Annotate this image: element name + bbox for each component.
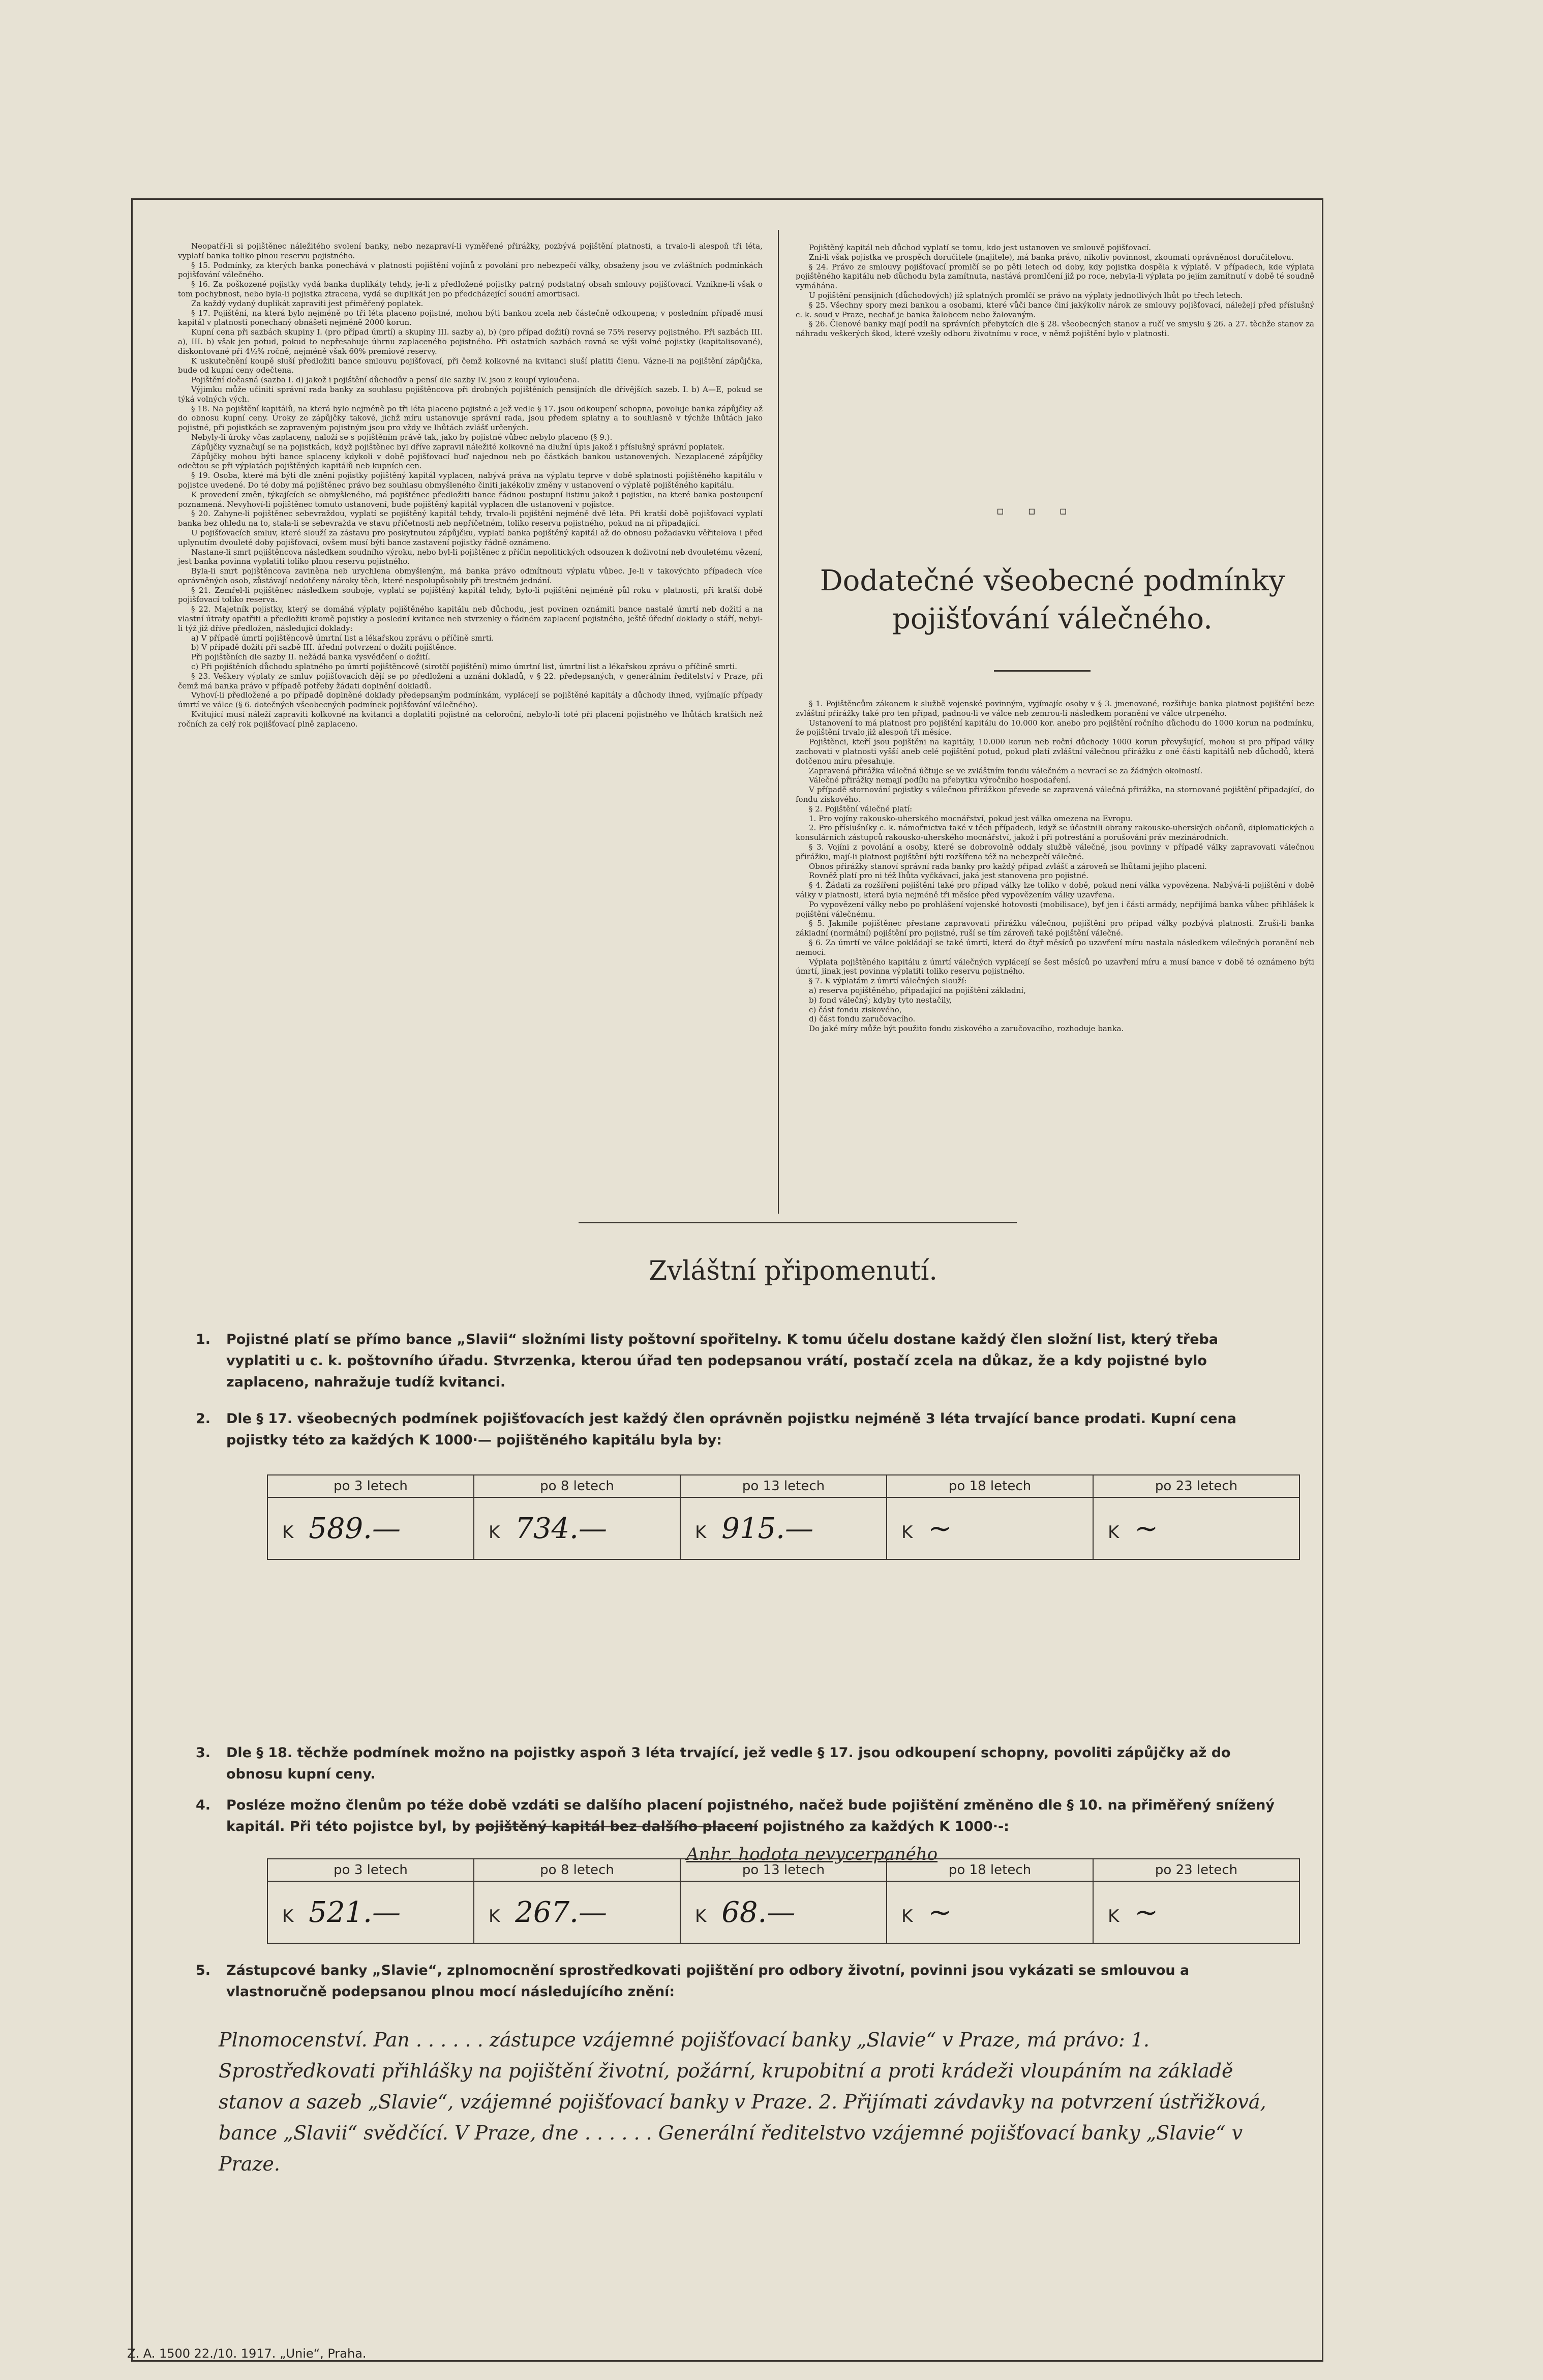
special-notes-title: Zvláštní připomenutí. bbox=[649, 1256, 937, 1286]
left-column-paragraph: § 23. Veškery výplaty ze smluv pojišťovacích dějí se po předložení a uznání dokladů, v § 22. předepsaných, v generálním ředitelství v Praze, při čemž má banka právo v případě potřeby žádati doplnění dokladů. bbox=[178, 671, 763, 690]
left-column-paragraph: Zápůjčky mohou býti bance splaceny kdykoli v době pojišťovací buď najednou neb po částkách bankou ustanovených. Nezaplacené zápůjčky odečtou se při výplatách pojištěných kapitálů neb kupních cen. bbox=[178, 451, 763, 471]
note-3 bbox=[196, 1742, 1276, 1785]
left-column-paragraph: Při pojištěních dle sazby II. nežádá banka vysvědčení o dožití. bbox=[191, 652, 431, 662]
supplementary-paragraph: Rovněž platí pro ni též lhůta vyčkávací, jaká jest stanovena pro pojistné. bbox=[809, 871, 1088, 881]
section-divider bbox=[579, 1222, 1017, 1223]
t2-header-3y: po 3 letech bbox=[267, 1859, 474, 1881]
note-2-number: 2. bbox=[196, 1411, 211, 1427]
left-column-paragraph: b) V případě dožití při sazbě III. úřední potvrzení o dožití pojištěnce. bbox=[191, 643, 457, 652]
t1-header-23y: po 23 letech bbox=[1093, 1475, 1299, 1497]
supplementary-paragraph: § 3. Vojíni z povolání a osoby, které se dobrovolně oddaly službě válečné, jsou povinny v případě války zapravovati válečnou přirážku, mají-li platnost pojištění býti rozšířena též na nebezpečí válečné. bbox=[796, 842, 1314, 861]
right-column-paragraph: U pojištění pensijních (důchodových) jíž splatných promlčí se právo na výplaty jednotlivých lhůt po třech letech. bbox=[809, 290, 1243, 300]
note-5-number: 5. bbox=[196, 1963, 211, 1978]
handwritten-insertion: Anhr. hodota nevycerpaného bbox=[686, 1844, 938, 1864]
left-column-paragraph: Byla-li smrt pojištěncova zaviněna neb urychlena obmyšleným, má banka právo odmítnouti výplatu vůbec. Je-li v takovýchto případech více oprávněných osob, zůstávají nedotčeny nároky těch, které nespolupůsobily při trestném jednání. bbox=[178, 566, 763, 585]
left-column-paragraph: Kvitující musí náleží zapraviti kolkovné na kvitanci a doplatiti pojistné na celoroční, nebylo-li toté při placení pojistného ve lhůtách kratších než ročních za celý rok pojišťovací plně zaplaceno. bbox=[178, 710, 763, 729]
supplementary-paragraph: 1. Pro vojíny rakousko-uherského mocnářství, pokud jest válka omezena na Evropu. bbox=[809, 814, 1133, 823]
right-column-text bbox=[796, 243, 1314, 339]
left-column-paragraph: Nastane-li smrt pojištěncova následkem soudního výroku, nebo byl-li pojištěnec z příčin nepolitických odsouzen k doživotní neb dvouletému vězení, jest banka povinna vyplatiti toliko plnou reservu pojistného. bbox=[178, 547, 763, 566]
supplementary-paragraph: Do jaké míry může být použito fondu ziskového a zaručovacího, rozhoduje banka. bbox=[809, 1024, 1124, 1034]
supplementary-paragraph: Po vypovězení války nebo po prohlášení vojenské hotovosti (mobilisace), byť jen i části armády, nepřijímá banka vůbec přihlášek k pojištění válečnému. bbox=[796, 899, 1314, 919]
t1-header-3y: po 3 letech bbox=[267, 1475, 474, 1497]
left-column-paragraph: K provedení změn, týkajících se obmyšleného, má pojištěnec předložiti bance řádnou postupní listinu jakož i pojistku, na které banka postoupení poznamená. Nevyhoví-li pojištěnec tomuto ustanovení, bude pojištěný kapitál vyplacen dle ustanovení v pojistce. bbox=[178, 490, 763, 509]
left-column-paragraph: § 21. Zemřel-li pojištěnec následkem souboje, vyplatí se pojištěný kapitál tehdy, bylo-li pojištění nejméně půl roku v platnosti, při kratší době pojišťovací toliko reserva. bbox=[178, 585, 763, 605]
supplementary-paragraph: Výplata pojištěného kapitálu z úmrtí válečných vyplácejí se šest měsíců po uzavření míru a musí bance v době té oznámeno býti úmrtí, jinak jest povinna výplatiti toliko reservu pojistného. bbox=[796, 957, 1314, 976]
ornament: ▫ ▫ ▫ bbox=[996, 505, 1077, 518]
note-2-text: Dle § 17. všeobecných podmínek pojišťovacích jest každý člen oprávněn pojistku nejméně 3 léta trvající bance prodati. Kupní cena pojistky této za každých K 1000·— pojištěného kapitálu byla by: bbox=[226, 1411, 1237, 1448]
left-column-paragraph: U pojišťovacích smluv, které slouží za zástavu pro poskytnutou zápůjčku, vyplatí banka pojištěný kapitál až do obnosu požadavku věřitelova i před uplynutím dvouleté doby pojišťovací, ovšem musí býti bance zastavení pojistky řádně oznámeno. bbox=[178, 528, 763, 547]
t2-cell-3y: K 521.— bbox=[267, 1881, 474, 1943]
note-1-text: Pojistné platí se přímo bance „Slavii“ složními listy poštovní spořitelny. K tomu účelu dostane každý člen složní list, který třeba vyplatiti u c. k. poštovního úřadu. Stvrzenka, kterou úřad ten podepsanou vrátí, postačí zcela na důkaz, že a kdy pojistné bylo zaplaceno, nahražuje tudíž kvitanci. bbox=[226, 1332, 1219, 1390]
left-column-paragraph: a) V případě úmrtí pojištěncově úmrtní list a lékařskou zprávu o příčině smrti. bbox=[191, 633, 494, 643]
left-column-paragraph: § 17. Pojištění, na která bylo nejméně po tři léta placeno pojistné, mohou býti bankou zcela neb částečně odkoupena; v posledním případě musí kapitál v platnosti ponechaný obnášeti nejméně 2000 korun. bbox=[178, 308, 763, 327]
t2-cell-23y: K ~ bbox=[1093, 1881, 1299, 1943]
t1-cell-8y: K 734.— bbox=[474, 1497, 680, 1559]
left-column-paragraph: § 22. Majetník pojistky, který se domáhá výplaty pojištěného kapitálu neb důchodu, jest povinen oznámiti bance nastalé úmrtí neb dožití a na vlastní útraty opatřiti a předložiti kromě pojistky a poslední kvitance neb stvrzenky o řádném zaplacení pojistného, ještě úřední doklady o stáří, nebyl-li týž již dříve předložen, následující doklady: bbox=[178, 605, 763, 633]
t2-cell-18y: K ~ bbox=[887, 1881, 1093, 1943]
left-column-paragraph: Vyhoví-li předložené a po případě doplněné doklady předepsaným podmínkám, vyplácejí se pojištěné kapitály a důchody ihned, vyjímajíc případy úmrtí ve válce (§ 6. dotečných všeobecných podmínek pojišťování válečného). bbox=[178, 690, 763, 710]
t2-header-23y: po 23 letech bbox=[1093, 1859, 1299, 1881]
supplementary-paragraph: d) část fondu zaručovacího. bbox=[809, 1014, 916, 1024]
reduced-capital-table bbox=[267, 1858, 1300, 1944]
supplementary-paragraph: § 4. Žádati za rozšíření pojištění také pro případ války lze toliko v době, pokud není válka vypovězena. Nabývá-li pojištění v době války v platnosti, která byla nejméně tři měsíce před vypovězením války uzavřena. bbox=[796, 881, 1314, 899]
left-column-paragraph: § 18. Na pojištění kapitálů, na která bylo nejméně po tři léta placeno pojistné a jež vedle § 17. jsou odkoupení schopna, povoluje banka zápůjčky až do obnosu kupní ceny. Úroky ze zápůjčky takové, jichž míru ustanovuje správní rada, jsou předem splatny a to souhlasně v týchže lhůtách jako pojistné, při pojistkách se zapraveným pojistným jsou pro vždy ve lhůtách zvlášť určených. bbox=[178, 404, 763, 433]
right-column-paragraph: § 26. Členové banky mají podíl na správních přebytcích dle § 28. všeobecných stanov a ručí ve smyslu § 26. a 27. těchže stanov za náhradu veškerých škod, které vzešly odboru životnímu v roce, v němž pojištění bylo v platnosti. bbox=[796, 319, 1314, 339]
note-5 bbox=[196, 1960, 1276, 2003]
t2-header-13y: po 13 letech bbox=[680, 1859, 887, 1881]
t2-cell-13y: K 68.— bbox=[680, 1881, 887, 1943]
note-4-text-a: Posléze možno členům po téže době vzdáti se dalšího placení pojistného, načež bude pojištění změněno dle § 10. na přiměřený snížený kapitál. Při této pojistce byl, bbox=[226, 1797, 1275, 1834]
left-column-paragraph: K uskutečnění koupě sluší předložiti bance smlouvu pojišťovací, při čemž kolkovné na kvitanci sluší platiti členu. Vázne-li na pojištění zápůjčka, bude od kupní ceny odečtena. bbox=[178, 356, 763, 375]
supplementary-paragraph: Zapravená přirážka válečná účtuje se ve zvláštním fondu válečném a nevrací se za žádných okolností. bbox=[809, 766, 1203, 775]
right-column-paragraph: § 25. Všechny spory mezi bankou a osobami, které vůči bance činí jakýkoliv nárok ze smlouvy pojišťovací, náležejí před příslušný c. k. soud v Praze, nechať je banka žalobcem nebo žalovaným. bbox=[796, 300, 1314, 319]
t1-cell-3y: K 589.— bbox=[267, 1497, 474, 1559]
note-1 bbox=[196, 1329, 1276, 1393]
t2-header-18y: po 18 letech bbox=[887, 1859, 1093, 1881]
left-column-text bbox=[178, 242, 763, 729]
left-column-paragraph: Výjimku může učiniti správní rada banky za souhlasu pojištěncova při drobných pojištěních pensijních dle dřívějších sazeb. I. b) A—E, pokud se týká volných vých. bbox=[178, 384, 763, 404]
t1-cell-13y: K 915.— bbox=[680, 1497, 887, 1559]
right-column-paragraph: Zní-li však pojistka ve prospěch doručitele (majitele), má banka právo, nikoliv povinnost, zkoumati oprávněnost doručitelovu. bbox=[809, 252, 1294, 262]
note-4-struck-text: pojištěný kapitál bez dalšího placení bbox=[475, 1819, 758, 1834]
t2-cell-8y: K 267.— bbox=[474, 1881, 680, 1943]
supplementary-paragraph: b) fond válečný; kdyby tyto nestačily, bbox=[809, 995, 952, 1005]
column-divider bbox=[778, 230, 779, 1214]
note-2 bbox=[196, 1408, 1276, 1451]
left-column-paragraph: Neopatří-li si pojištěnec náležitého svolení banky, nebo nezapraví-li vyměřené přirážky, pozbývá pojištění platnosti, a trvalo-li alespoň tři léta, vyplatí banka toliko plnou reservu pojistného. bbox=[178, 242, 763, 260]
left-column-paragraph: § 19. Osoba, které má býti dle znění pojistky pojištěný kapitál vyplacen, nabývá práva na výplatu teprve v době splatnosti pojištěného kapitálu v pojistce uvedené. Do té doby má pojištěnec právo bez souhlasu obmyšleného činiti jakékoliv změny v ustanovení o výplatě pojištěného kapitálu. bbox=[178, 471, 763, 490]
note-4 bbox=[196, 1795, 1276, 1837]
note-4-text-b: pojistného za každých K 1000·-: bbox=[763, 1819, 1009, 1834]
supplementary-paragraph: a) reserva pojištěného, připadající na pojištění základní, bbox=[809, 985, 1026, 995]
t1-cell-18y: K ~ bbox=[887, 1497, 1093, 1559]
supplementary-paragraph: § 1. Pojištěncům zákonem k službě vojenské povinným, vyjímajíc osoby v § 3. jmenované, rozšiřuje banka platnost pojištění beze zvláštní přirážky také pro ten případ, padnou-li ve válce neb zemrou-li následkem poranění ve válce utrpeného. bbox=[796, 699, 1314, 718]
t1-header-18y: po 18 letech bbox=[887, 1475, 1093, 1497]
power-of-attorney-text: Plnomocenství. Pan . . . . . . zástupce vzájemné pojišťovací banky „Slavie“ v Praze, má právo: 1. Sprostředkovati přihlášky na pojištění životní, požární, krupobitní a proti krádeži vloupáním na základě stanov a sazeb „Slavie“, vzájemné pojišťovací banky v Praze. 2. Přijímati závdavky na potvrzení ústřižková, bance „Slavii“ svědčící. V Praze, dne . . . . . . Generální ředitelstvo vzájemné pojišťovací banky „Slavie“ v Praze. bbox=[219, 2029, 1266, 2175]
purchase-price-table bbox=[267, 1474, 1300, 1560]
t2-header-8y: po 8 letech bbox=[474, 1859, 680, 1881]
note-3-number: 3. bbox=[196, 1745, 211, 1761]
left-column-paragraph: Kupní cena při sazbách skupiny I. (pro případ úmrtí) a skupiny III. sazby a), b) (pro případ dožití) rovná se 75% reservy pojistného. Při sazbách III. a), III. b) však jen potud, pokud to nepřesahuje úhrnu zaplaceného pojistného. Při ostatních sazbách rovná se výši volné pojistky (kapitalisované), diskontované při 4½% ročně, nejméně však 60% premiové reservy. bbox=[178, 327, 763, 356]
note-3-text: Dle § 18. těchže podmínek možno na pojistky aspoň 3 léta trvající, jež vedle § 17. jsou odkoupení schopny, povoliti zápůjčky až do obnosu kupní ceny. bbox=[226, 1745, 1231, 1782]
note-4-text-by: by bbox=[451, 1819, 471, 1834]
left-column-paragraph: Pojištění dočasná (sazba I. d) jakož i pojištění důchodův a pensí dle sazby IV. jsou z koupí vyloučena. bbox=[191, 375, 580, 385]
supplementary-title-line1: Dodatečné všeobecné podmínky bbox=[820, 564, 1285, 597]
supplementary-paragraph: V případě stornování pojistky s válečnou přirážkou převede se zapravená válečná přirážka, na stornované pojištění připadající, do fondu ziskového. bbox=[796, 785, 1314, 804]
supplementary-paragraph: c) část fondu ziskového, bbox=[809, 1005, 902, 1014]
note-4-number: 4. bbox=[196, 1797, 211, 1813]
right-column-paragraph: Pojištěný kapitál neb důchod vyplatí se tomu, kdo jest ustanoven ve smlouvě pojišťovací. bbox=[809, 243, 1151, 252]
supplementary-paragraph: § 6. Za úmrtí ve válce pokládají se také úmrtí, která do čtyř měsíců po uzavření míru nastala následkem válečných poranění neb nemocí. bbox=[796, 938, 1314, 957]
supplementary-paragraph: Obnos přirážky stanoví správní rada banky pro každý případ zvlášť a zároveň se lhůtami jejího placení. bbox=[809, 861, 1207, 871]
supplementary-conditions-text bbox=[796, 699, 1314, 1034]
supplementary-paragraph: Pojištěnci, kteří jsou pojištěni na kapitály, 10.000 korun neb roční důchody 1000 korun převyšující, mohou si pro případ války zachovati v platnosti vyšší aneb celé pojištění potud, pokud platí zvláštní válečnou přirážku z oné části kapitálů neb důchodů, která dotčenou míru přesahuje. bbox=[796, 737, 1314, 766]
t1-cell-23y: K ~ bbox=[1093, 1497, 1299, 1559]
note-5-text: Zástupcové banky „Slavie“, zplnomocnění sprostředkovati pojištění pro odbory životní, povinni jsou vykázati se smlouvou a vlastnoručně podepsanou plnou mocí následujícího znění: bbox=[226, 1963, 1190, 2000]
supplementary-paragraph: § 7. K výplatám z úmrtí válečných slouží: bbox=[809, 976, 967, 986]
left-column-paragraph: § 15. Podmínky, za kterých banka ponechává v platnosti pojištění vojínů z povolání pro nebezpečí války, obsaženy jsou ve zvláštních podmínkách pojišťování válečného. bbox=[178, 260, 763, 280]
left-column-paragraph: Za každý vydaný duplikát zapraviti jest přiměřený poplatek. bbox=[191, 298, 423, 308]
title-divider bbox=[994, 670, 1091, 672]
note-1-number: 1. bbox=[196, 1332, 211, 1347]
left-column-paragraph: c) Při pojištěních důchodu splatného po úmrtí pojištěncově (sirotčí pojištění) mimo úmrtní list, úmrtní list a lékařskou zprávu o příčině smrti. bbox=[191, 662, 738, 672]
supplementary-title-line2: pojišťování válečného. bbox=[892, 602, 1213, 636]
supplementary-paragraph: Ustanovení to má platnost pro pojištění kapitálu do 10.000 kor. anebo pro pojištění ročního důchodu do 1000 korun na podmínku, že pojištění trvalo již alespoň tři měsíce. bbox=[796, 718, 1314, 737]
supplementary-paragraph: Válečné přirážky nemají podílu na přebytku výročního hospodaření. bbox=[809, 775, 1071, 785]
left-column-paragraph: Zápůjčky vyznačují se na pojistkách, když pojištěnec byl dříve zapravil náležité kolkovné na dlužní úpis jakož i příslušný správní poplatek. bbox=[191, 442, 725, 451]
t1-header-13y: po 13 letech bbox=[680, 1475, 887, 1497]
supplementary-paragraph: § 5. Jakmile pojištěnec přestane zapravovati přirážku válečnou, pojištění pro případ války pozbývá platnosti. Zruší-li banka základní (normální) pojištění pro pojistné, ruší se tím zároveň také pojištění válečné. bbox=[796, 919, 1314, 938]
t1-header-8y: po 8 letech bbox=[474, 1475, 680, 1497]
left-column-paragraph: § 20. Zahyne-li pojištěnec sebevraždou, vyplatí se pojištěný kapitál tehdy, trvalo-li pojištění nejméně dvě léta. Při kratší době pojišťovací vyplatí banka bez ohledu na to, stala-li se sebevražda ve stavu příčetnosti neb nepříčetném, toliko reservu pojistného, pokud na ni připadající. bbox=[178, 509, 763, 528]
supplementary-paragraph: § 2. Pojištění válečné platí: bbox=[809, 804, 913, 814]
left-column-paragraph: § 16. Za poškozené pojistky vydá banka duplikáty tehdy, je-li z předložené pojistky patrný podstatný obsah smlouvy pojišťovací. Vznikne-li však o tom pochybnost, nebo byla-li pojistka ztracena, vydá se duplikát jen po předcházející soudní amortisaci. bbox=[178, 280, 763, 298]
supplementary-paragraph: 2. Pro příslušníky c. k. námořnictva také v těch případech, když se účastnili obrany rakousko-uherských občanů, diplomatických a konsulárních zástupců rakousko-uherského mocnářství, jakož i při potrestání a porušování práv mezinárodních. bbox=[796, 823, 1314, 842]
right-column-paragraph: § 24. Právo ze smlouvy pojišťovací promlčí se po pěti letech od doby, kdy pojistka dospěla k výplatě. V případech, kde výplata pojištěného kapitálu neb důchodu byla zamítnuta, nastává promlčení již po roce, nebyla-li výplata po jejím zamítnutí v době té soudně vymáhána. bbox=[796, 262, 1314, 291]
left-column-paragraph: Nebyly-li úroky včas zaplaceny, naloží se s pojištěním právě tak, jako by pojistné vůbec nebylo placeno (§ 9.). bbox=[191, 432, 613, 442]
printer-imprint: Z. A. 1500 22./10. 1917. „Unie“, Praha. bbox=[127, 2346, 367, 2361]
